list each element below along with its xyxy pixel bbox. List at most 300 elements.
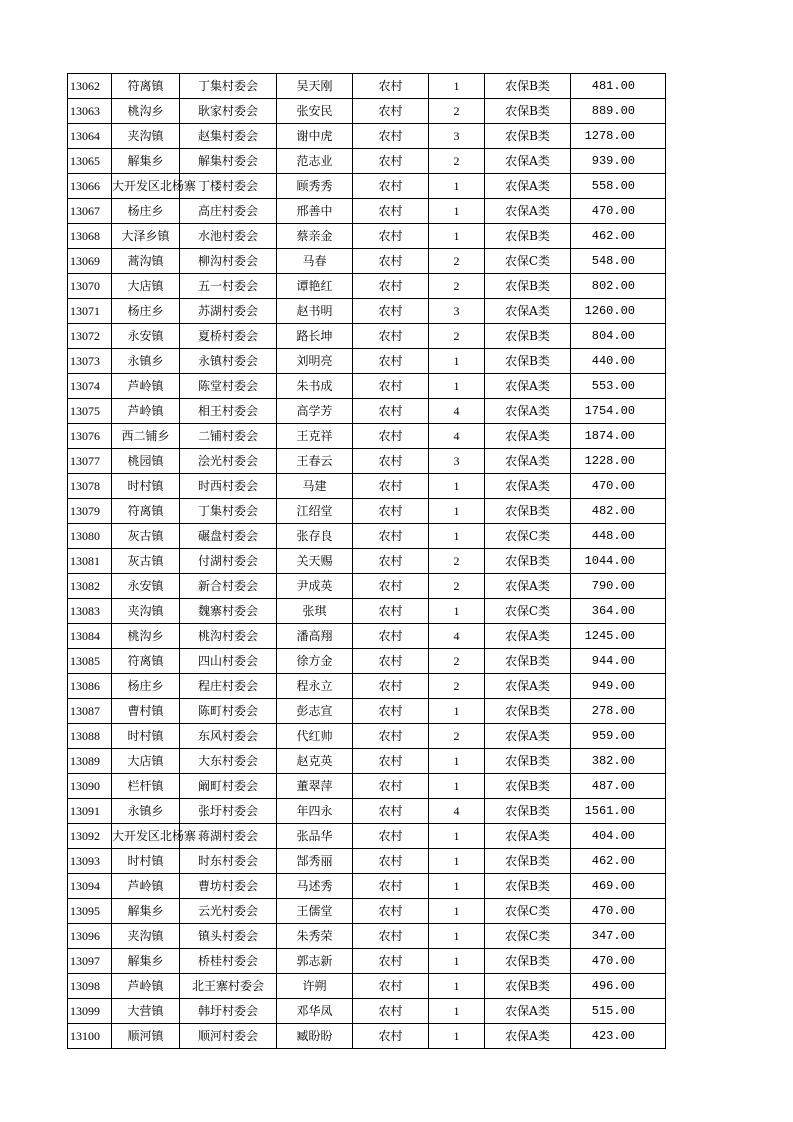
table-row bbox=[68, 949, 666, 974]
table-row bbox=[68, 224, 666, 249]
household-type-cell: 农村 bbox=[353, 524, 429, 549]
town-cell: 夹沟镇 bbox=[112, 124, 180, 149]
village-committee-cell: 丁楼村委会 bbox=[180, 174, 277, 199]
household-type-cell: 农村 bbox=[353, 649, 429, 674]
table-row bbox=[68, 349, 666, 374]
household-type-cell: 农村 bbox=[353, 774, 429, 799]
table-row bbox=[68, 899, 666, 924]
person-name-cell: 许朔 bbox=[277, 974, 353, 999]
amount-cell: 470.00 bbox=[571, 899, 666, 924]
amount-cell: 939.00 bbox=[571, 149, 666, 174]
insurance-class-cell: 农保C类 bbox=[485, 249, 571, 274]
household-type-cell: 农村 bbox=[353, 824, 429, 849]
insurance-class-cell: 农保B类 bbox=[485, 774, 571, 799]
record-id-cell: 13100 bbox=[68, 1024, 112, 1049]
person-name-cell: 代红帅 bbox=[277, 724, 353, 749]
person-name-cell: 马建 bbox=[277, 474, 353, 499]
household-type-cell: 农村 bbox=[353, 974, 429, 999]
town-cell: 解集乡 bbox=[112, 949, 180, 974]
amount-cell: 1245.00 bbox=[571, 624, 666, 649]
household-count-cell: 2 bbox=[429, 324, 485, 349]
town-cell: 杨庄乡 bbox=[112, 299, 180, 324]
insurance-class-cell: 农保B类 bbox=[485, 349, 571, 374]
record-id-cell: 13085 bbox=[68, 649, 112, 674]
table-row bbox=[68, 399, 666, 424]
town-cell: 灰古镇 bbox=[112, 549, 180, 574]
village-committee-cell: 时西村委会 bbox=[180, 474, 277, 499]
town-cell: 符离镇 bbox=[112, 499, 180, 524]
town-cell: 灰古镇 bbox=[112, 524, 180, 549]
insurance-class-cell: 农保A类 bbox=[485, 299, 571, 324]
household-type-cell: 农村 bbox=[353, 74, 429, 99]
record-id-cell: 13088 bbox=[68, 724, 112, 749]
amount-cell: 889.00 bbox=[571, 99, 666, 124]
record-id-cell: 13076 bbox=[68, 424, 112, 449]
amount-cell: 448.00 bbox=[571, 524, 666, 549]
person-name-cell: 马述秀 bbox=[277, 874, 353, 899]
amount-cell: 462.00 bbox=[571, 849, 666, 874]
record-id-cell: 13096 bbox=[68, 924, 112, 949]
record-id-cell: 13095 bbox=[68, 899, 112, 924]
village-committee-cell: 魏寨村委会 bbox=[180, 599, 277, 624]
village-committee-cell: 陈堂村委会 bbox=[180, 374, 277, 399]
record-id-cell: 13084 bbox=[68, 624, 112, 649]
insurance-class-cell: 农保B类 bbox=[485, 949, 571, 974]
village-committee-cell: 水池村委会 bbox=[180, 224, 277, 249]
village-committee-cell: 桥桂村委会 bbox=[180, 949, 277, 974]
amount-cell: 944.00 bbox=[571, 649, 666, 674]
person-name-cell: 臧盼盼 bbox=[277, 1024, 353, 1049]
household-count-cell: 1 bbox=[429, 924, 485, 949]
household-count-cell: 1 bbox=[429, 1024, 485, 1049]
town-cell: 顺河镇 bbox=[112, 1024, 180, 1049]
insurance-class-cell: 农保C类 bbox=[485, 599, 571, 624]
record-id-cell: 13067 bbox=[68, 199, 112, 224]
amount-cell: 804.00 bbox=[571, 324, 666, 349]
person-name-cell: 江绍堂 bbox=[277, 499, 353, 524]
record-id-cell: 13077 bbox=[68, 449, 112, 474]
household-count-cell: 2 bbox=[429, 149, 485, 174]
amount-cell: 1228.00 bbox=[571, 449, 666, 474]
person-name-cell: 张存良 bbox=[277, 524, 353, 549]
village-committee-cell: 韩圩村委会 bbox=[180, 999, 277, 1024]
amount-cell: 347.00 bbox=[571, 924, 666, 949]
town-cell: 解集乡 bbox=[112, 149, 180, 174]
household-type-cell: 农村 bbox=[353, 349, 429, 374]
town-cell: 桃沟乡 bbox=[112, 624, 180, 649]
record-id-cell: 13098 bbox=[68, 974, 112, 999]
household-type-cell: 农村 bbox=[353, 574, 429, 599]
household-count-cell: 1 bbox=[429, 749, 485, 774]
town-cell: 大开发区北杨寨 bbox=[112, 174, 180, 199]
amount-cell: 469.00 bbox=[571, 874, 666, 899]
household-count-cell: 1 bbox=[429, 699, 485, 724]
town-cell: 栏杆镇 bbox=[112, 774, 180, 799]
household-type-cell: 农村 bbox=[353, 399, 429, 424]
record-id-cell: 13071 bbox=[68, 299, 112, 324]
record-id-cell: 13069 bbox=[68, 249, 112, 274]
amount-cell: 423.00 bbox=[571, 1024, 666, 1049]
insurance-class-cell: 农保B类 bbox=[485, 274, 571, 299]
amount-cell: 790.00 bbox=[571, 574, 666, 599]
town-cell: 大店镇 bbox=[112, 274, 180, 299]
household-count-cell: 1 bbox=[429, 849, 485, 874]
table-row bbox=[68, 249, 666, 274]
insurance-class-cell: 农保A类 bbox=[485, 824, 571, 849]
table-row bbox=[68, 149, 666, 174]
person-name-cell: 刘明亮 bbox=[277, 349, 353, 374]
town-cell: 夹沟镇 bbox=[112, 924, 180, 949]
table-row bbox=[68, 974, 666, 999]
person-name-cell: 范志业 bbox=[277, 149, 353, 174]
table-row bbox=[68, 824, 666, 849]
person-name-cell: 王儒堂 bbox=[277, 899, 353, 924]
person-name-cell: 尹成英 bbox=[277, 574, 353, 599]
village-committee-cell: 五一村委会 bbox=[180, 274, 277, 299]
village-committee-cell: 桃沟村委会 bbox=[180, 624, 277, 649]
village-committee-cell: 阚町村委会 bbox=[180, 774, 277, 799]
village-committee-cell: 程庄村委会 bbox=[180, 674, 277, 699]
household-count-cell: 1 bbox=[429, 949, 485, 974]
table-row bbox=[68, 324, 666, 349]
record-id-cell: 13074 bbox=[68, 374, 112, 399]
amount-cell: 481.00 bbox=[571, 74, 666, 99]
person-name-cell: 潘高翔 bbox=[277, 624, 353, 649]
amount-cell: 1260.00 bbox=[571, 299, 666, 324]
person-name-cell: 谢中虎 bbox=[277, 124, 353, 149]
person-name-cell: 马春 bbox=[277, 249, 353, 274]
village-committee-cell: 丁集村委会 bbox=[180, 74, 277, 99]
record-id-cell: 13094 bbox=[68, 874, 112, 899]
table-row bbox=[68, 424, 666, 449]
insurance-class-cell: 农保C类 bbox=[485, 924, 571, 949]
person-name-cell: 赵克英 bbox=[277, 749, 353, 774]
village-committee-cell: 丁集村委会 bbox=[180, 499, 277, 524]
record-id-cell: 13075 bbox=[68, 399, 112, 424]
household-count-cell: 4 bbox=[429, 424, 485, 449]
insurance-class-cell: 农保B类 bbox=[485, 649, 571, 674]
village-committee-cell: 时东村委会 bbox=[180, 849, 277, 874]
record-id-cell: 13081 bbox=[68, 549, 112, 574]
person-name-cell: 张品华 bbox=[277, 824, 353, 849]
amount-cell: 1754.00 bbox=[571, 399, 666, 424]
household-type-cell: 农村 bbox=[353, 849, 429, 874]
record-id-cell: 13082 bbox=[68, 574, 112, 599]
household-count-cell: 1 bbox=[429, 974, 485, 999]
town-cell: 芦岭镇 bbox=[112, 399, 180, 424]
household-type-cell: 农村 bbox=[353, 274, 429, 299]
insurance-class-cell: 农保A类 bbox=[485, 374, 571, 399]
town-cell: 杨庄乡 bbox=[112, 674, 180, 699]
insurance-class-cell: 农保B类 bbox=[485, 224, 571, 249]
record-id-cell: 13086 bbox=[68, 674, 112, 699]
record-id-cell: 13079 bbox=[68, 499, 112, 524]
town-cell: 符离镇 bbox=[112, 74, 180, 99]
insurance-class-cell: 农保B类 bbox=[485, 874, 571, 899]
table-row bbox=[68, 724, 666, 749]
household-type-cell: 农村 bbox=[353, 324, 429, 349]
village-committee-cell: 蒋湖村委会 bbox=[180, 824, 277, 849]
table-row bbox=[68, 549, 666, 574]
town-cell: 桃园镇 bbox=[112, 449, 180, 474]
village-committee-cell: 陈町村委会 bbox=[180, 699, 277, 724]
person-name-cell: 郭志新 bbox=[277, 949, 353, 974]
table-row bbox=[68, 74, 666, 99]
household-count-cell: 4 bbox=[429, 399, 485, 424]
person-name-cell: 朱秀荣 bbox=[277, 924, 353, 949]
village-committee-cell: 苏湖村委会 bbox=[180, 299, 277, 324]
household-type-cell: 农村 bbox=[353, 949, 429, 974]
record-id-cell: 13064 bbox=[68, 124, 112, 149]
village-committee-cell: 东风村委会 bbox=[180, 724, 277, 749]
record-id-cell: 13087 bbox=[68, 699, 112, 724]
table-row bbox=[68, 299, 666, 324]
amount-cell: 496.00 bbox=[571, 974, 666, 999]
amount-cell: 959.00 bbox=[571, 724, 666, 749]
insurance-class-cell: 农保C类 bbox=[485, 524, 571, 549]
table-row bbox=[68, 774, 666, 799]
record-id-cell: 13093 bbox=[68, 849, 112, 874]
household-type-cell: 农村 bbox=[353, 374, 429, 399]
town-cell: 大营镇 bbox=[112, 999, 180, 1024]
table-row bbox=[68, 624, 666, 649]
person-name-cell: 高学芳 bbox=[277, 399, 353, 424]
household-count-cell: 1 bbox=[429, 599, 485, 624]
record-id-cell: 13078 bbox=[68, 474, 112, 499]
amount-cell: 440.00 bbox=[571, 349, 666, 374]
insurance-class-cell: 农保B类 bbox=[485, 499, 571, 524]
insurance-class-cell: 农保A类 bbox=[485, 674, 571, 699]
household-type-cell: 农村 bbox=[353, 549, 429, 574]
village-committee-cell: 四山村委会 bbox=[180, 649, 277, 674]
person-name-cell: 顾秀秀 bbox=[277, 174, 353, 199]
household-type-cell: 农村 bbox=[353, 174, 429, 199]
town-cell: 桃沟乡 bbox=[112, 99, 180, 124]
person-name-cell: 郜秀丽 bbox=[277, 849, 353, 874]
village-committee-cell: 新合村委会 bbox=[180, 574, 277, 599]
town-cell: 永安镇 bbox=[112, 574, 180, 599]
town-cell: 芦岭镇 bbox=[112, 874, 180, 899]
insurance-class-cell: 农保A类 bbox=[485, 424, 571, 449]
table-row bbox=[68, 524, 666, 549]
person-name-cell: 徐方金 bbox=[277, 649, 353, 674]
insurance-class-cell: 农保A类 bbox=[485, 474, 571, 499]
table-row bbox=[68, 1024, 666, 1049]
insurance-class-cell: 农保B类 bbox=[485, 849, 571, 874]
insurance-class-cell: 农保B类 bbox=[485, 699, 571, 724]
amount-cell: 1278.00 bbox=[571, 124, 666, 149]
amount-cell: 278.00 bbox=[571, 699, 666, 724]
household-count-cell: 1 bbox=[429, 499, 485, 524]
household-count-cell: 2 bbox=[429, 724, 485, 749]
village-committee-cell: 张圩村委会 bbox=[180, 799, 277, 824]
household-count-cell: 1 bbox=[429, 349, 485, 374]
person-name-cell: 路长坤 bbox=[277, 324, 353, 349]
table-row bbox=[68, 924, 666, 949]
household-type-cell: 农村 bbox=[353, 724, 429, 749]
household-count-cell: 1 bbox=[429, 874, 485, 899]
village-committee-cell: 二铺村委会 bbox=[180, 424, 277, 449]
record-id-cell: 13091 bbox=[68, 799, 112, 824]
household-type-cell: 农村 bbox=[353, 899, 429, 924]
village-committee-cell: 解集村委会 bbox=[180, 149, 277, 174]
town-cell: 西二铺乡 bbox=[112, 424, 180, 449]
person-name-cell: 王春云 bbox=[277, 449, 353, 474]
town-cell: 夹沟镇 bbox=[112, 599, 180, 624]
household-count-cell: 1 bbox=[429, 999, 485, 1024]
household-type-cell: 农村 bbox=[353, 149, 429, 174]
household-type-cell: 农村 bbox=[353, 124, 429, 149]
household-count-cell: 1 bbox=[429, 74, 485, 99]
amount-cell: 382.00 bbox=[571, 749, 666, 774]
village-committee-cell: 镇头村委会 bbox=[180, 924, 277, 949]
amount-cell: 558.00 bbox=[571, 174, 666, 199]
town-cell: 大店镇 bbox=[112, 749, 180, 774]
household-count-cell: 1 bbox=[429, 374, 485, 399]
village-committee-cell: 赵集村委会 bbox=[180, 124, 277, 149]
record-id-cell: 13090 bbox=[68, 774, 112, 799]
village-committee-cell: 顺河村委会 bbox=[180, 1024, 277, 1049]
household-type-cell: 农村 bbox=[353, 699, 429, 724]
table-row bbox=[68, 174, 666, 199]
table-row bbox=[68, 374, 666, 399]
household-type-cell: 农村 bbox=[353, 449, 429, 474]
town-cell: 永安镇 bbox=[112, 324, 180, 349]
household-count-cell: 2 bbox=[429, 249, 485, 274]
insurance-class-cell: 农保B类 bbox=[485, 74, 571, 99]
insurance-class-cell: 农保B类 bbox=[485, 124, 571, 149]
town-cell: 时村镇 bbox=[112, 474, 180, 499]
household-count-cell: 4 bbox=[429, 799, 485, 824]
household-type-cell: 农村 bbox=[353, 674, 429, 699]
insurance-class-cell: 农保A类 bbox=[485, 449, 571, 474]
insurance-class-cell: 农保B类 bbox=[485, 549, 571, 574]
person-name-cell: 谭艳红 bbox=[277, 274, 353, 299]
village-committee-cell: 付湖村委会 bbox=[180, 549, 277, 574]
person-name-cell: 邓华凤 bbox=[277, 999, 353, 1024]
insurance-class-cell: 农保B类 bbox=[485, 324, 571, 349]
village-committee-cell: 相王村委会 bbox=[180, 399, 277, 424]
record-id-cell: 13092 bbox=[68, 824, 112, 849]
village-committee-cell: 云光村委会 bbox=[180, 899, 277, 924]
household-count-cell: 3 bbox=[429, 124, 485, 149]
household-count-cell: 2 bbox=[429, 549, 485, 574]
record-id-cell: 13089 bbox=[68, 749, 112, 774]
household-count-cell: 2 bbox=[429, 674, 485, 699]
town-cell: 芦岭镇 bbox=[112, 974, 180, 999]
household-type-cell: 农村 bbox=[353, 424, 429, 449]
table-row bbox=[68, 599, 666, 624]
table-row bbox=[68, 699, 666, 724]
record-id-cell: 13070 bbox=[68, 274, 112, 299]
insurance-class-cell: 农保A类 bbox=[485, 399, 571, 424]
table-row bbox=[68, 674, 666, 699]
household-type-cell: 农村 bbox=[353, 749, 429, 774]
person-name-cell: 张安民 bbox=[277, 99, 353, 124]
amount-cell: 470.00 bbox=[571, 474, 666, 499]
record-id-cell: 13062 bbox=[68, 74, 112, 99]
person-name-cell: 赵书明 bbox=[277, 299, 353, 324]
table-body bbox=[68, 74, 666, 1049]
table-row bbox=[68, 474, 666, 499]
record-id-cell: 13099 bbox=[68, 999, 112, 1024]
household-count-cell: 2 bbox=[429, 274, 485, 299]
town-cell: 蒿沟镇 bbox=[112, 249, 180, 274]
table-row bbox=[68, 99, 666, 124]
insurance-class-cell: 农保A类 bbox=[485, 174, 571, 199]
household-count-cell: 1 bbox=[429, 199, 485, 224]
insurance-class-cell: 农保B类 bbox=[485, 99, 571, 124]
household-type-cell: 农村 bbox=[353, 1024, 429, 1049]
village-committee-cell: 高庄村委会 bbox=[180, 199, 277, 224]
household-count-cell: 1 bbox=[429, 824, 485, 849]
table-row bbox=[68, 874, 666, 899]
table-row bbox=[68, 649, 666, 674]
household-type-cell: 农村 bbox=[353, 99, 429, 124]
household-type-cell: 农村 bbox=[353, 924, 429, 949]
village-committee-cell: 北王寨村委会 bbox=[180, 974, 277, 999]
household-count-cell: 2 bbox=[429, 574, 485, 599]
insurance-class-cell: 农保A类 bbox=[485, 624, 571, 649]
household-count-cell: 1 bbox=[429, 774, 485, 799]
village-committee-cell: 耿家村委会 bbox=[180, 99, 277, 124]
amount-cell: 1044.00 bbox=[571, 549, 666, 574]
household-count-cell: 1 bbox=[429, 174, 485, 199]
person-name-cell: 程永立 bbox=[277, 674, 353, 699]
record-id-cell: 13066 bbox=[68, 174, 112, 199]
village-committee-cell: 夏桥村委会 bbox=[180, 324, 277, 349]
household-count-cell: 1 bbox=[429, 224, 485, 249]
insurance-class-cell: 农保B类 bbox=[485, 749, 571, 774]
data-table bbox=[67, 73, 666, 1049]
household-count-cell: 1 bbox=[429, 899, 485, 924]
household-type-cell: 农村 bbox=[353, 249, 429, 274]
household-type-cell: 农村 bbox=[353, 874, 429, 899]
table-row bbox=[68, 449, 666, 474]
household-count-cell: 1 bbox=[429, 474, 485, 499]
household-type-cell: 农村 bbox=[353, 999, 429, 1024]
amount-cell: 515.00 bbox=[571, 999, 666, 1024]
insurance-class-cell: 农保A类 bbox=[485, 149, 571, 174]
amount-cell: 949.00 bbox=[571, 674, 666, 699]
household-count-cell: 4 bbox=[429, 624, 485, 649]
record-id-cell: 13097 bbox=[68, 949, 112, 974]
town-cell: 时村镇 bbox=[112, 849, 180, 874]
table-row bbox=[68, 124, 666, 149]
household-type-cell: 农村 bbox=[353, 499, 429, 524]
table-row bbox=[68, 499, 666, 524]
table-row bbox=[68, 849, 666, 874]
household-count-cell: 1 bbox=[429, 524, 485, 549]
village-committee-cell: 大东村委会 bbox=[180, 749, 277, 774]
amount-cell: 553.00 bbox=[571, 374, 666, 399]
record-id-cell: 13073 bbox=[68, 349, 112, 374]
person-name-cell: 吴天刚 bbox=[277, 74, 353, 99]
person-name-cell: 王克祥 bbox=[277, 424, 353, 449]
household-count-cell: 3 bbox=[429, 449, 485, 474]
household-count-cell: 3 bbox=[429, 299, 485, 324]
record-id-cell: 13065 bbox=[68, 149, 112, 174]
person-name-cell: 董翠萍 bbox=[277, 774, 353, 799]
household-count-cell: 2 bbox=[429, 99, 485, 124]
household-type-cell: 农村 bbox=[353, 599, 429, 624]
town-cell: 大开发区北杨寨 bbox=[112, 824, 180, 849]
record-id-cell: 13063 bbox=[68, 99, 112, 124]
household-type-cell: 农村 bbox=[353, 299, 429, 324]
household-count-cell: 2 bbox=[429, 649, 485, 674]
town-cell: 曹村镇 bbox=[112, 699, 180, 724]
person-name-cell: 关天赐 bbox=[277, 549, 353, 574]
